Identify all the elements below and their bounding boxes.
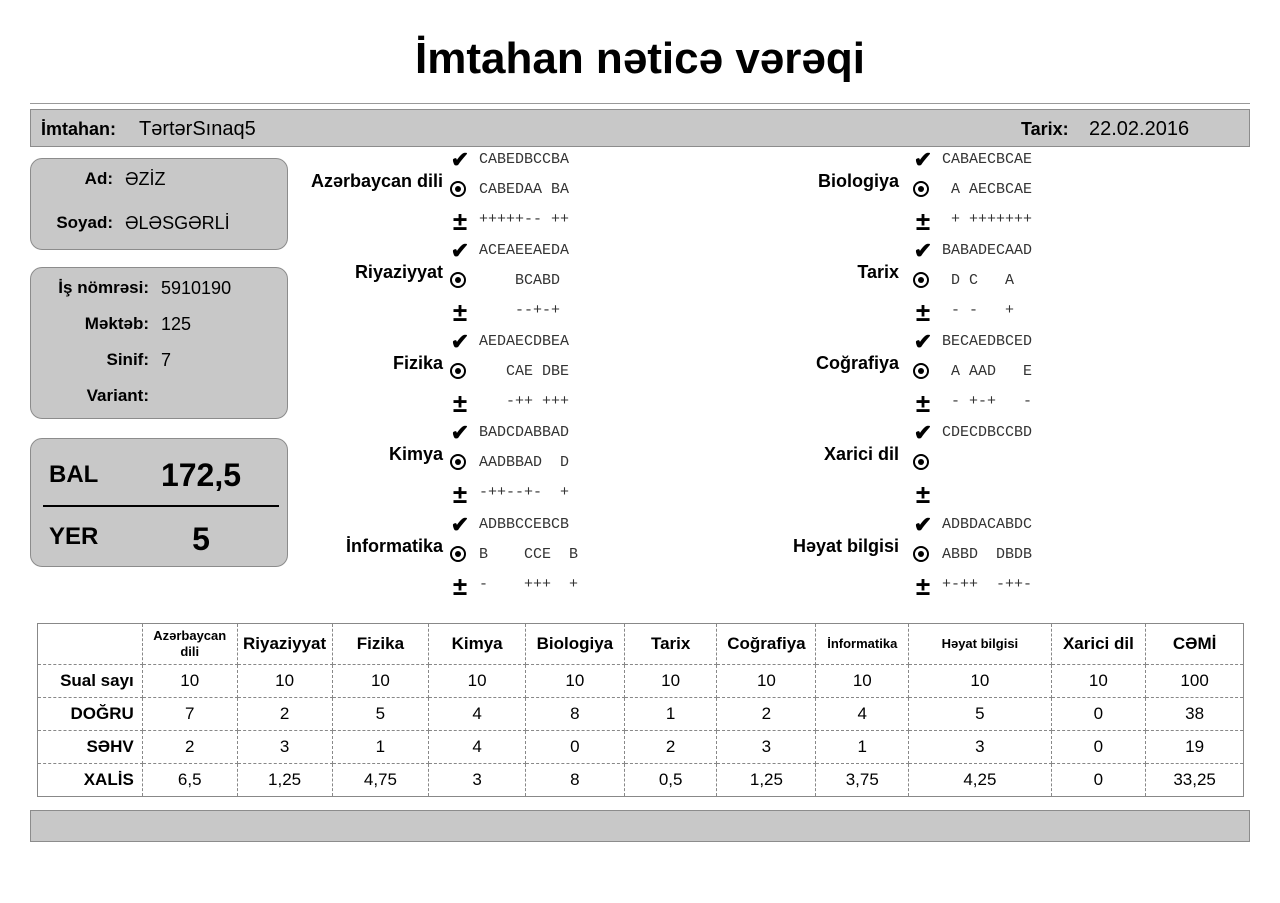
table-cell: 3,75 bbox=[816, 764, 909, 797]
table-cell: 3 bbox=[909, 731, 1051, 764]
radio-dot-icon bbox=[913, 546, 929, 562]
check-icon: ✔ bbox=[450, 238, 470, 263]
radio-dot-icon bbox=[450, 454, 466, 470]
student-answers: CAE DBE bbox=[479, 363, 570, 380]
surname-label: Soyad: bbox=[56, 213, 113, 232]
footer-bar bbox=[30, 810, 1250, 842]
school-value: 125 bbox=[161, 314, 192, 334]
plus-minus-icon: ± bbox=[452, 388, 468, 418]
table-cell: 4,75 bbox=[332, 764, 429, 797]
subject-name: Biologiya bbox=[817, 171, 899, 191]
exam-label: İmtahan: bbox=[41, 119, 117, 139]
exam-value: TərtərSınaq5 bbox=[139, 118, 256, 140]
plus-minus-icon: ± bbox=[452, 297, 468, 327]
results-table bbox=[37, 623, 1244, 797]
table-row bbox=[38, 698, 1244, 731]
name-label: Ad: bbox=[84, 169, 113, 188]
radio-dot-icon bbox=[913, 272, 929, 288]
table-cell: 100 bbox=[1146, 665, 1244, 698]
answer-radio-icon bbox=[449, 545, 471, 567]
table-cell: 1 bbox=[332, 731, 429, 764]
answer-marks: - +++ + bbox=[479, 576, 579, 593]
radio-dot-icon bbox=[913, 454, 929, 470]
table-header-cell: Biologiya bbox=[525, 624, 624, 665]
table-cell: 0 bbox=[1051, 731, 1146, 764]
student-answers: A AECBCAE bbox=[942, 181, 1033, 198]
table-cell: 10 bbox=[624, 665, 717, 698]
table-header-cell: Azərbaycan dili bbox=[142, 624, 237, 665]
exam-header-bar bbox=[30, 109, 1250, 147]
table-row bbox=[38, 665, 1244, 698]
plus-minus-icon: ± bbox=[915, 297, 931, 327]
answer-radio-icon bbox=[912, 362, 934, 384]
table-cell: 10 bbox=[142, 665, 237, 698]
check-icon: ✔ bbox=[913, 329, 933, 354]
bal-label: BAL bbox=[49, 461, 99, 488]
answer-key: BECAEDBCED bbox=[942, 333, 1033, 350]
table-row bbox=[38, 764, 1244, 797]
table-cell: 0,5 bbox=[624, 764, 717, 797]
table-cell: 38 bbox=[1146, 698, 1244, 731]
table-header-cell: Xarici dil bbox=[1051, 624, 1146, 665]
radio-dot-icon bbox=[913, 181, 929, 197]
page-title: İmtahan nəticə vərəqi bbox=[415, 34, 865, 83]
subject-name: Riyaziyyat bbox=[354, 262, 443, 282]
answer-marks: +++++-- ++ bbox=[479, 211, 570, 228]
row-header: XALİS bbox=[38, 764, 143, 797]
table-cell: 5 bbox=[909, 698, 1051, 731]
answer-marks: - - + bbox=[942, 302, 1015, 319]
table-cell: 10 bbox=[816, 665, 909, 698]
variant-label: Variant: bbox=[86, 386, 149, 405]
table-header-cell: Həyat bilgisi bbox=[909, 624, 1051, 665]
answer-marks: +-++ -++- bbox=[942, 576, 1033, 593]
answer-marks: -++--+- + bbox=[479, 484, 570, 501]
subject-name: Azərbaycan dili bbox=[310, 171, 443, 191]
table-cell: 2 bbox=[142, 731, 237, 764]
subject-name: Tarix bbox=[857, 262, 899, 282]
subject-name: Həyat bilgisi bbox=[792, 536, 899, 556]
check-icon: ✔ bbox=[913, 147, 933, 172]
student-answers: CABEDAA BA bbox=[479, 181, 570, 198]
answer-key: ADBBCCEBCB bbox=[479, 516, 570, 533]
radio-dot-icon bbox=[450, 363, 466, 379]
table-cell: 10 bbox=[237, 665, 332, 698]
table-cell: 10 bbox=[1051, 665, 1146, 698]
table-cell: 7 bbox=[142, 698, 237, 731]
score-divider bbox=[43, 505, 279, 507]
table-cell: 4 bbox=[429, 698, 526, 731]
table-row bbox=[38, 731, 1244, 764]
class-value: 7 bbox=[161, 350, 172, 370]
check-icon: ✔ bbox=[913, 420, 933, 445]
table-cell: 4 bbox=[816, 698, 909, 731]
student-answers: AADBBAD D bbox=[479, 454, 570, 471]
table-cell: 10 bbox=[717, 665, 816, 698]
table-cell: 1 bbox=[624, 698, 717, 731]
answer-key: BABADECAAD bbox=[942, 242, 1033, 259]
plus-minus-icon: ± bbox=[915, 388, 931, 418]
answer-marks: + +++++++ bbox=[942, 211, 1033, 228]
work-no-label: İş nömrəsi: bbox=[58, 278, 149, 297]
date-value: 22.02.2016 bbox=[1089, 118, 1190, 140]
table-cell: 5 bbox=[332, 698, 429, 731]
answer-marks: - +-+ - bbox=[942, 393, 1033, 410]
class-label: Sinif: bbox=[106, 350, 149, 369]
table-cell: 0 bbox=[1051, 764, 1146, 797]
table-cell: 8 bbox=[525, 698, 624, 731]
table-cell: 1 bbox=[816, 731, 909, 764]
table-header-cell: Kimya bbox=[429, 624, 526, 665]
table-header-row bbox=[38, 624, 1244, 665]
radio-dot-icon bbox=[450, 272, 466, 288]
table-cell: 2 bbox=[717, 698, 816, 731]
plus-minus-icon: ± bbox=[452, 206, 468, 236]
table-cell: 0 bbox=[525, 731, 624, 764]
plus-minus-icon: ± bbox=[452, 571, 468, 601]
answer-radio-icon bbox=[449, 180, 471, 202]
check-icon: ✔ bbox=[450, 420, 470, 445]
answer-radio-icon bbox=[449, 271, 471, 293]
table-cell: 10 bbox=[332, 665, 429, 698]
answer-radio-icon bbox=[912, 453, 934, 475]
student-info-box bbox=[30, 267, 288, 419]
answer-radio-icon bbox=[912, 180, 934, 202]
table-cell: 1,25 bbox=[237, 764, 332, 797]
answer-radio-icon bbox=[449, 453, 471, 475]
student-answers: A AAD E bbox=[942, 363, 1033, 380]
answer-radio-icon bbox=[912, 545, 934, 567]
table-cell: 10 bbox=[429, 665, 526, 698]
school-label: Məktəb: bbox=[84, 314, 149, 333]
table-cell: 3 bbox=[717, 731, 816, 764]
check-icon: ✔ bbox=[913, 512, 933, 537]
row-header: SƏHV bbox=[38, 731, 143, 764]
date-label: Tarix: bbox=[1021, 119, 1069, 139]
plus-minus-icon: ± bbox=[452, 479, 468, 509]
subject-name: Fizika bbox=[392, 353, 443, 373]
student-answers: ABBD DBDB bbox=[942, 546, 1033, 563]
answer-key: BADCDABBAD bbox=[479, 424, 570, 441]
subject-name: Xarici dil bbox=[823, 444, 899, 464]
table-cell: 0 bbox=[1051, 698, 1146, 731]
table-body bbox=[38, 665, 1244, 797]
table-header-cell: Coğrafiya bbox=[717, 624, 816, 665]
table-cell: 6,5 bbox=[142, 764, 237, 797]
subject-name: İnformatika bbox=[345, 536, 443, 556]
student-answers: B CCE B bbox=[479, 546, 579, 563]
radio-dot-icon bbox=[450, 181, 466, 197]
student-answers: D C A bbox=[942, 272, 1015, 289]
surname-value: ƏLƏSGƏRLİ bbox=[125, 213, 230, 233]
answer-radio-icon bbox=[912, 271, 934, 293]
row-header: DOĞRU bbox=[38, 698, 143, 731]
check-icon: ✔ bbox=[450, 147, 470, 172]
answer-key: CDECDBCCBD bbox=[942, 424, 1033, 441]
answer-key: AEDAECDBEA bbox=[479, 333, 570, 350]
subject-name: Coğrafiya bbox=[815, 353, 899, 373]
answer-key: ADBDACABDC bbox=[942, 516, 1033, 533]
work-no-value: 5910190 bbox=[161, 278, 232, 298]
subject-name: Kimya bbox=[388, 444, 443, 464]
name-value: ƏZİZ bbox=[125, 169, 166, 189]
table-cell: 3 bbox=[429, 764, 526, 797]
answer-marks: --+-+ bbox=[479, 302, 561, 319]
check-icon: ✔ bbox=[913, 238, 933, 263]
check-icon: ✔ bbox=[450, 329, 470, 354]
yer-value: 5 bbox=[192, 521, 210, 557]
plus-minus-icon: ± bbox=[915, 571, 931, 601]
table-cell: 19 bbox=[1146, 731, 1244, 764]
answer-marks: -++ +++ bbox=[479, 393, 570, 410]
answer-key: CABEDBCCBA bbox=[479, 151, 570, 168]
table-cell: 33,25 bbox=[1146, 764, 1244, 797]
table-cell: 3 bbox=[237, 731, 332, 764]
table-header-cell: Fizika bbox=[332, 624, 429, 665]
student-answers: BCABD bbox=[479, 272, 561, 289]
answer-key: ACEAEEAEDA bbox=[479, 242, 570, 259]
table-cell: 4,25 bbox=[909, 764, 1051, 797]
table-cell: 8 bbox=[525, 764, 624, 797]
bal-value: 172,5 bbox=[160, 457, 242, 493]
table-cell: 10 bbox=[909, 665, 1051, 698]
answer-radio-icon bbox=[449, 362, 471, 384]
table-header-cell: İnformatika bbox=[816, 624, 909, 665]
table-corner bbox=[38, 624, 143, 665]
table-cell: 4 bbox=[429, 731, 526, 764]
table-cell: 2 bbox=[237, 698, 332, 731]
check-icon: ✔ bbox=[450, 512, 470, 537]
table-header-cell: Riyaziyyat bbox=[237, 624, 332, 665]
answer-key: CABAECBCAE bbox=[942, 151, 1033, 168]
row-header: Sual sayı bbox=[38, 665, 143, 698]
table-cell: 10 bbox=[525, 665, 624, 698]
plus-minus-icon: ± bbox=[915, 206, 931, 236]
yer-label: YER bbox=[49, 523, 99, 550]
table-header-cell: CƏMİ bbox=[1146, 624, 1244, 665]
table-cell: 2 bbox=[624, 731, 717, 764]
table-cell: 1,25 bbox=[717, 764, 816, 797]
radio-dot-icon bbox=[450, 546, 466, 562]
plus-minus-icon: ± bbox=[915, 479, 931, 509]
radio-dot-icon bbox=[913, 363, 929, 379]
title-divider bbox=[30, 103, 1250, 104]
table-header-cell: Tarix bbox=[624, 624, 717, 665]
